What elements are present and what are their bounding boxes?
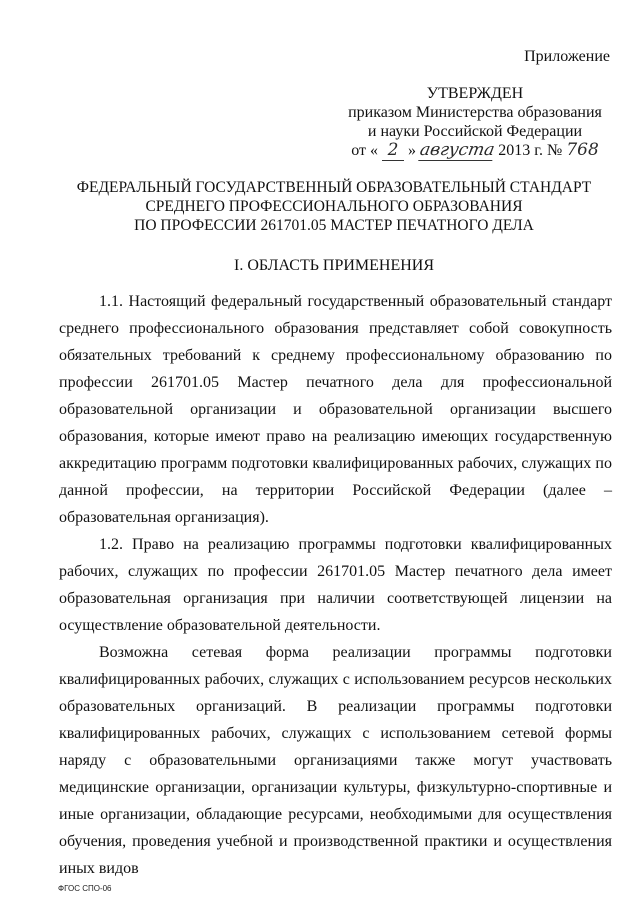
approved-heading: УТВЕРЖДЕН (426, 85, 524, 102)
approval-block (330, 84, 620, 161)
order-date-line (330, 141, 620, 161)
date-quote-close: » (408, 142, 417, 159)
document-body (59, 288, 612, 882)
paragraph-network-form: Возможна сетевая форма реализации программы подготовки квалифицированных рабочих, служащих с использованием ресурсов нескольких образовательных организаций. В реализации программы подготовки квалифицированных рабочих, служащих с использованием сетевой формы наряду с образовательными организациями также могут участвовать медицинские организации, организации культуры, физкультурно-спортивные и иные организации, обладающие ресурсами, необходимыми для осуществления обучения, проведения учебной и производственной практики и осуществления иных видов (59, 644, 612, 877)
document-title (40, 178, 628, 235)
date-month-handwritten: августа (418, 140, 497, 160)
title-line-2: СРЕДНЕГО ПРОФЕССИОНАЛЬНОГО ОБРАЗОВАНИЯ (145, 198, 523, 215)
order-line-1: приказом Министерства образования (348, 104, 602, 121)
title-line-1: ФЕДЕРАЛЬНЫЙ ГОСУДАРСТВЕННЫЙ ОБРАЗОВАТЕЛЬНЫЙ СТАНДАРТ (76, 179, 592, 196)
paragraph-1-2: 1.2. Право на реализацию программы подготовки квалифицированных рабочих, служащих по профессии 261701.05 Мастер печатного дела имеет образовательная организация при наличии соответствующей лицензии на осуществление образовательной деятельности. (59, 536, 612, 634)
date-year: 2013 г. № (498, 142, 563, 159)
section-heading: I. ОБЛАСТЬ ПРИМЕНЕНИЯ (233, 257, 435, 274)
date-day-handwritten: 2 (382, 141, 404, 161)
order-line-2: и науки Российской Федерации (367, 123, 583, 140)
order-number-handwritten: 768 (566, 140, 599, 160)
paragraph-1-1: 1.1. Настоящий федеральный государственный образовательный стандарт среднего профессионального образования представляет собой совокупность обязательных требований к среднему профессиональному образованию по профессии 261701.05 Мастер печатного дела для профессиональной образовательной организации и образовательной организации высшего образования, которые имеют право на реализацию имеющих государственную аккредитацию программ подготовки квалифицированных рабочих, служащих по данной профессии, на территории Российской Федерации (далее – образовательная организация). (59, 293, 612, 526)
appendix-label: Приложение (524, 48, 610, 65)
footer-code: ФГОС СПО-06 (58, 884, 112, 893)
title-line-3: ПО ПРОФЕССИИ 261701.05 МАСТЕР ПЕЧАТНОГО ДЕЛА (134, 217, 534, 234)
date-prefix: от « (351, 142, 379, 159)
